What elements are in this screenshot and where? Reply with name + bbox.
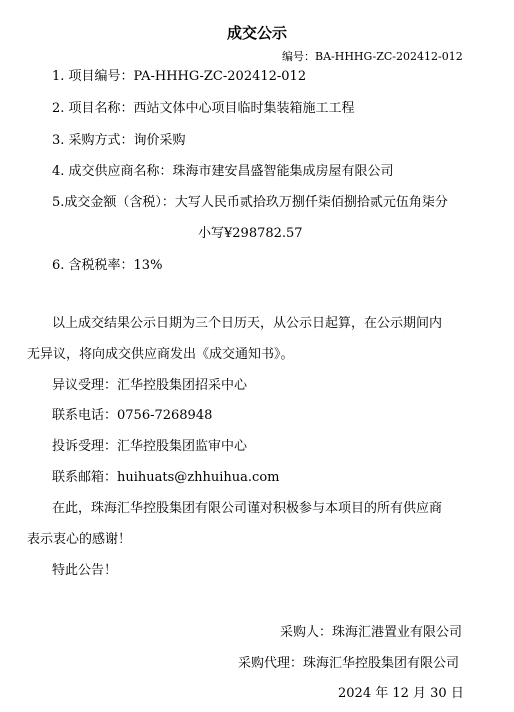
- item-procurement-method: 3. 采购方式：询价采购: [52, 133, 186, 148]
- item-amount-uppercase: 5.成交金额（含税）：大写人民币贰拾玖万捌仟柒佰捌拾贰元伍角柒分: [52, 195, 448, 210]
- page-title: 成交公示: [226, 24, 287, 42]
- document-number: 编号：BA-HHHG-ZC-202412-012: [282, 50, 463, 63]
- document-date: 2024 年 12 月 30 日: [338, 686, 464, 701]
- notice-text-line1: 以上成交结果公示日期为三个日历天，从公示日起算，在公示期间内: [52, 316, 443, 331]
- contact-phone: 联系电话：0756-7268948: [52, 408, 213, 423]
- item-project-number: 1. 项目编号：PA-HHHG-ZC-202412-012: [52, 69, 307, 84]
- item-project-name: 2. 项目名称：西站文体中心项目临时集装箱施工工程: [52, 101, 355, 116]
- thanks-text-line1: 在此，珠海汇华控股集团有限公司谨对积极参与本项目的所有供应商: [52, 501, 443, 516]
- purchaser-signature: 采购人：珠海汇港置业有限公司: [280, 625, 463, 640]
- item-supplier-name: 4. 成交供应商名称：珠海市建安昌盛智能集成房屋有限公司: [52, 164, 394, 179]
- notice-text-line2: 无异议，将向成交供应商发出《成交通知书》。: [27, 347, 294, 362]
- complaint-contact: 投诉受理：汇华控股集团监审中心: [52, 439, 248, 454]
- item-amount-lowercase: 小写¥298782.57: [198, 226, 303, 241]
- objection-contact: 异议受理：汇华控股集团招采中心: [52, 378, 248, 393]
- agent-signature: 采购代理：珠海汇华控股集团有限公司: [238, 656, 460, 671]
- closing-text: 特此公告！: [52, 563, 118, 578]
- contact-email: 联系邮箱：huihuats@zhhuihua.com: [52, 470, 280, 485]
- thanks-text-line2: 表示衷心的感谢！: [27, 532, 132, 547]
- item-tax-rate: 6. 含税税率：13%: [52, 258, 163, 273]
